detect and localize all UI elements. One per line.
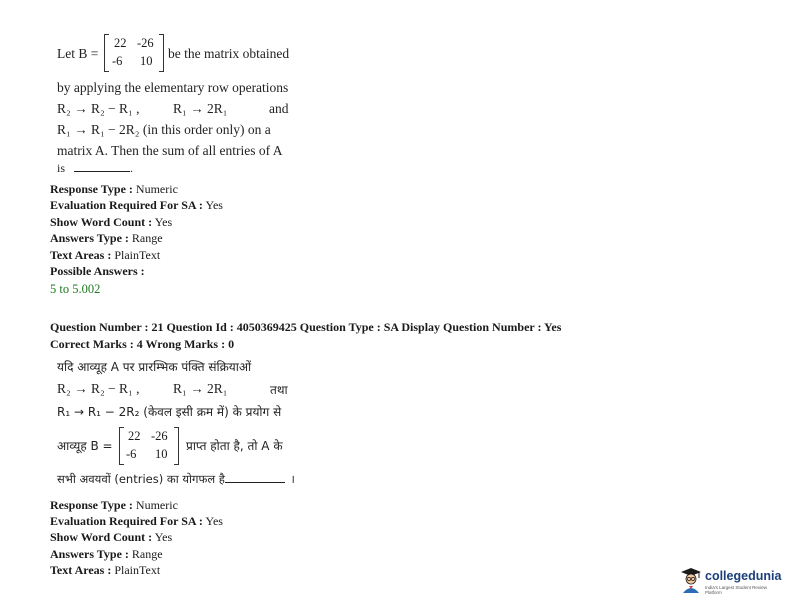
q2-hi-line5: सभी अवयवों (entries) का योगफल है <box>57 472 225 486</box>
q1-meta-word-count: Show Word Count : Yes <box>50 215 173 229</box>
q2-op2: R₁ → 2R₁ <box>173 381 228 396</box>
q1-meta-response-type: Response Type : Numeric <box>50 182 178 196</box>
q2-meta-word-count: Show Word Count : Yes <box>50 530 173 544</box>
q2-matrix-cell: 22 <box>128 429 141 443</box>
collegedunia-logo[interactable] <box>680 566 784 596</box>
q2-meta-response-type: Response Type : Numeric <box>50 498 178 512</box>
q1-let-b: Let B = <box>57 46 99 61</box>
answer-blank <box>74 170 130 172</box>
q2-meta-text-areas: Text Areas : PlainText <box>50 563 161 577</box>
q2-matrix-label: आव्यूह B = <box>57 439 113 453</box>
q1-meta-answers-type: Answers Type : Range <box>50 231 163 245</box>
q1-matrix-cell: 22 <box>114 36 127 50</box>
q1-after-matrix: be the matrix obtained <box>168 46 290 61</box>
q1-answer-range: 5 to 5.002 <box>50 282 101 296</box>
q1-op2: R₁ → 2R₁ <box>173 101 228 116</box>
q2-hi-line3: R₁ → R₁ − 2R₂ (केवल इसी क्रम में) के प्रयोग से <box>57 405 282 419</box>
logo-name: collegedunia <box>705 569 782 583</box>
q2-matrix-cell: -6 <box>126 447 137 461</box>
q1-is: is <box>57 161 66 175</box>
q1-meta-evaluation: Evaluation Required For SA : Yes <box>50 198 223 212</box>
q1-line4: R₁ → R₁ − 2R₂ (in this order only) on a <box>57 122 271 137</box>
q1-is-line: is . <box>57 161 134 175</box>
q1-matrix-cell: -6 <box>112 54 123 68</box>
logo-tagline: India's Largest Student Review Platform <box>705 585 767 595</box>
q1-op1: R₂ → R₂ − R₁ , <box>57 101 140 116</box>
q2-marks: Correct Marks : 4 Wrong Marks : 0 <box>50 337 235 351</box>
q2-hi-line5-wrap <box>57 472 295 487</box>
q1-meta-text-areas: Text Areas : PlainText <box>50 248 161 262</box>
q1-meta-possible-answers: Possible Answers : <box>50 264 145 278</box>
q2-matrix-cell: -26 <box>151 429 168 443</box>
q2-meta-evaluation: Evaluation Required For SA : Yes <box>50 514 223 528</box>
q1-op-and: and <box>269 101 289 116</box>
q2-matrix-b <box>119 427 179 465</box>
q2-matrix-cell: 10 <box>155 447 168 461</box>
q1-line5: matrix A. Then the sum of all entries of A <box>57 143 283 158</box>
q1-matrix-cell: 10 <box>140 54 153 68</box>
q2-header: Question Number : 21 Question Id : 4050369425 Question Type : SA Display Question Number : Yes <box>50 320 562 334</box>
q1-matrix-cell: -26 <box>137 36 154 50</box>
q2-after-matrix: प्राप्त होता है, तो A के <box>186 439 283 453</box>
q2-op-tatha: तथा <box>270 383 288 397</box>
student-avatar-icon <box>680 566 702 594</box>
q2-op1: R₂ → R₂ − R₁ , <box>57 381 140 396</box>
q2-hi-line1: यदि आव्यूह A पर प्रारम्भिक पंक्ति संक्रियाओं <box>57 360 252 374</box>
q1-matrix-b <box>104 34 164 72</box>
q1-line2: by applying the elementary row operations <box>57 80 289 95</box>
q2-hi-end: । <box>290 472 295 486</box>
q2-meta-answers-type: Answers Type : Range <box>50 547 163 561</box>
answer-blank <box>225 481 285 483</box>
